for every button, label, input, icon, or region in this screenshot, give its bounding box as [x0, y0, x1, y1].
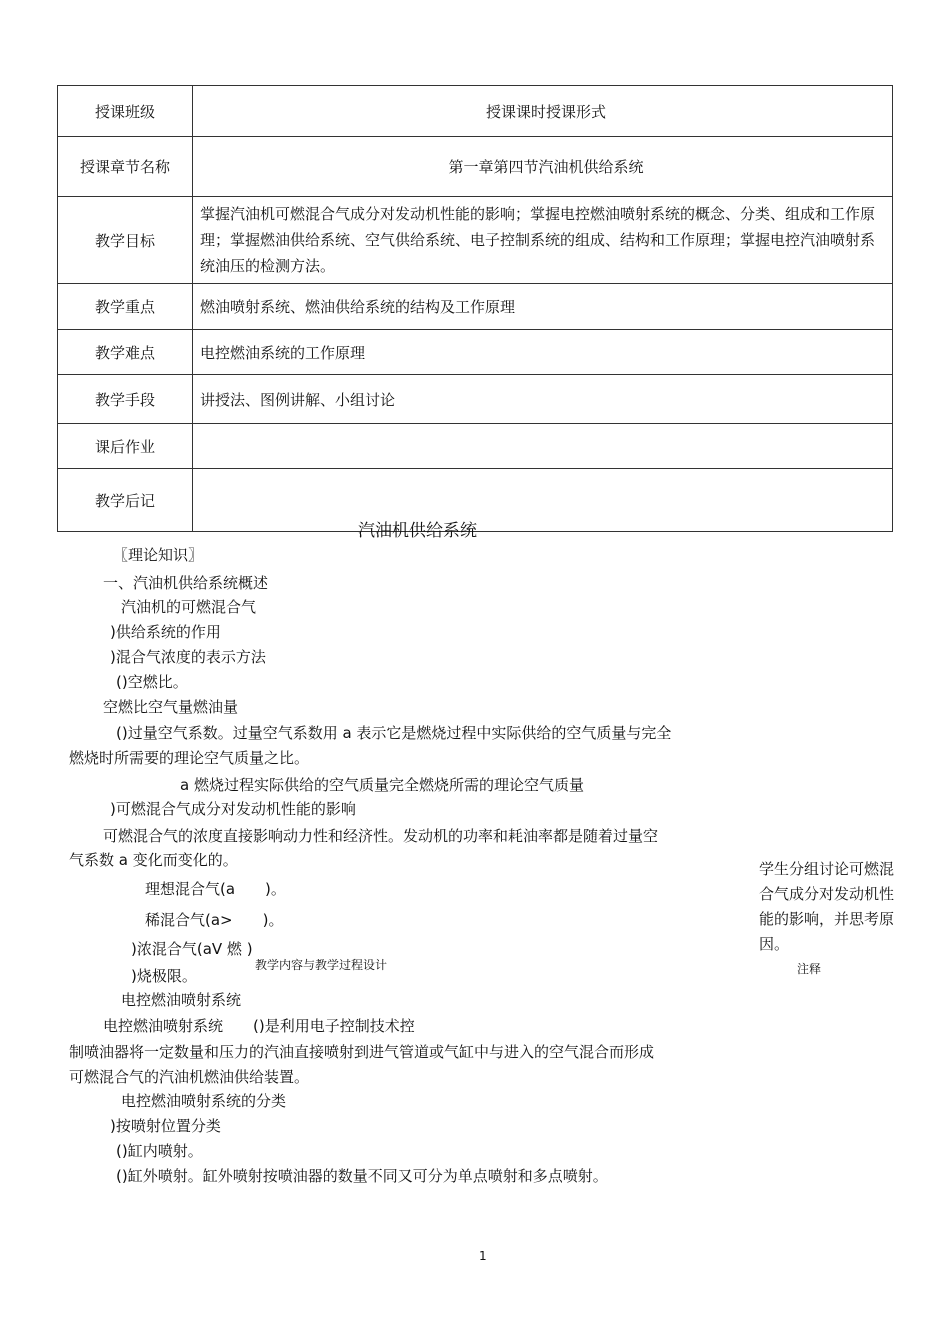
table-row: [58, 375, 893, 424]
text-line: ()过量空气系数。过量空气系数用 a 表示它是燃烧过程中实际供给的空气质量与完全: [116, 724, 672, 742]
text-line: ()缸内喷射。: [116, 1142, 203, 1160]
text-line: 燃烧时所需要的理论空气质量之比。: [69, 749, 310, 767]
text-line: 可燃混合气的浓度直接影响动力性和经济性。发动机的功率和耗油率都是随着过量空: [103, 827, 659, 845]
text-line: )可燃混合气成分对发动机性能的影响: [110, 800, 356, 818]
row-value: 第一章第四节汽油机供给系统: [193, 137, 893, 197]
row-label: 教学后记: [58, 469, 193, 532]
side-label: 注释: [797, 962, 822, 976]
text-line: )供给系统的作用: [110, 623, 221, 641]
table-row: [58, 197, 893, 284]
row-label: 授课章节名称: [58, 137, 193, 197]
text-line: 电控燃油喷射系统: [121, 991, 242, 1009]
table-row: [58, 86, 893, 137]
row-label: 教学目标: [58, 197, 193, 284]
text-line: 电控燃油喷射系统的分类: [121, 1092, 287, 1110]
text-line: 汽油机的可燃混合气: [121, 598, 257, 616]
text-line: ()空燃比。: [116, 673, 188, 691]
text-line: )浓混合气(aV 燃 ): [131, 940, 253, 958]
text-line: 电控燃油喷射系统 ()是利用电子控制技术控: [103, 1017, 415, 1035]
section-caption: 教学内容与教学过程设计: [255, 958, 388, 972]
row-value: 掌握汽油机可燃混合气成分对发动机性能的影响；掌握电控燃油喷射系统的概念、分类、组成和工作原理；掌握燃油供给系统、空气供给系统、电子控制系统的组成、结构和工作原理；掌握电控汽油喷射系统油压的检测方法。: [193, 197, 893, 284]
row-value: 燃油喷射系统、燃油供给系统的结构及工作原理: [193, 284, 893, 330]
text-line: 理想混合气(a )。: [145, 880, 286, 898]
row-label: 授课班级: [58, 86, 193, 137]
row-label: 教学手段: [58, 375, 193, 424]
text-line: 稀混合气(a> )。: [145, 911, 284, 929]
text-line: 制喷油器将一定数量和压力的汽油直接喷射到进气管道或气缸中与进入的空气混合而形成: [69, 1043, 655, 1061]
text-line: ()缸外喷射。缸外喷射按喷油器的数量不同又可分为单点喷射和多点喷射。: [116, 1167, 608, 1185]
side-note: 学生分组讨论可燃混合气成分对发动机性能的影响，并思考原因。: [759, 860, 895, 953]
text-line: )烧极限。: [131, 967, 197, 985]
page-number: 1: [479, 1249, 487, 1263]
row-value: [193, 424, 893, 469]
text-line: 一、汽油机供给系统概述: [103, 574, 269, 592]
text-line: 空燃比空气量燃油量: [103, 698, 239, 716]
text-line: )混合气浓度的表示方法: [110, 648, 266, 666]
section-title: 汽油机供给系统: [358, 521, 477, 541]
table-row: [58, 284, 893, 330]
table-row: [58, 137, 893, 197]
row-label: 教学重点: [58, 284, 193, 330]
row-value: 电控燃油系统的工作原理: [193, 330, 893, 375]
row-value: [193, 469, 893, 532]
row-label: 课后作业: [58, 424, 193, 469]
text-line: 气系数 a 变化而变化的。: [69, 851, 238, 869]
table-row: [58, 330, 893, 375]
row-value: 讲授法、图例讲解、小组讨论: [193, 375, 893, 424]
text-line: 〖理论知识〗: [113, 546, 204, 564]
row-label: 教学难点: [58, 330, 193, 375]
lesson-plan-table: [57, 85, 893, 532]
row-value: 授课课时授课形式: [193, 86, 893, 137]
table-row: [58, 424, 893, 469]
text-line: 可燃混合气的汽油机燃油供给装置。: [69, 1068, 310, 1086]
text-line: )按喷射位置分类: [110, 1117, 221, 1135]
text-line: a 燃烧过程实际供给的空气质量完全燃烧所需的理论空气质量: [180, 776, 584, 794]
